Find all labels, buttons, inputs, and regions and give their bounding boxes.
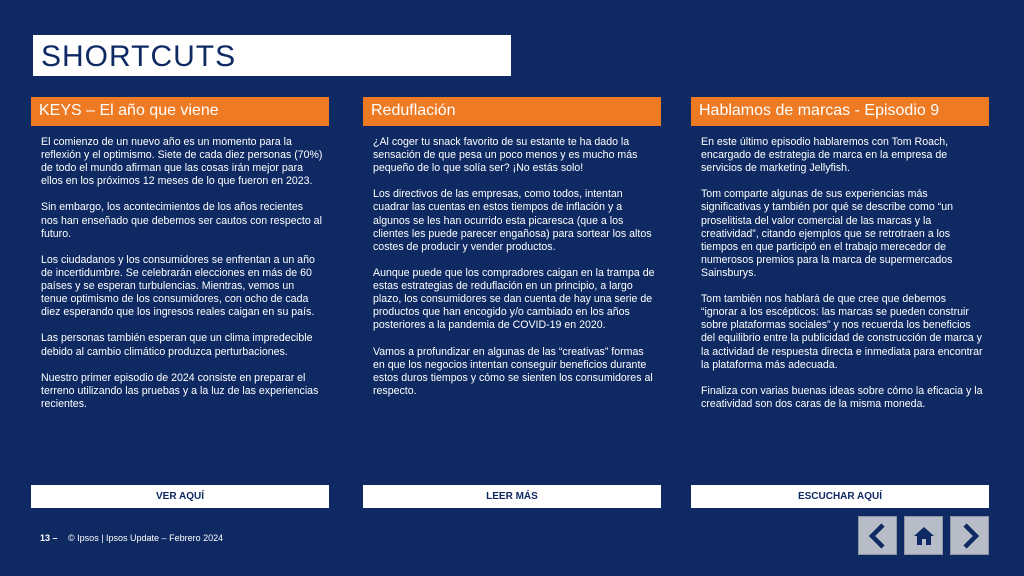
column-body bbox=[691, 126, 989, 485]
column-reduflacion bbox=[363, 97, 661, 502]
escuchar-aqui-button[interactable]: ESCUCHAR AQUÍ bbox=[691, 485, 989, 508]
column-body bbox=[31, 126, 329, 485]
next-button[interactable] bbox=[950, 516, 989, 555]
chevron-right-icon bbox=[959, 523, 981, 549]
column-body bbox=[363, 126, 661, 485]
paragraph: Sin embargo, los acontecimientos de los años recientes nos han enseñado que debemos ser cautos con respecto al futuro. bbox=[41, 201, 322, 240]
column-hablamos-de-marcas bbox=[691, 97, 989, 502]
home-icon bbox=[913, 526, 935, 546]
page-number: 13 – bbox=[40, 533, 58, 543]
footer-text: © Ipsos | Ipsos Update – Febrero 2024 bbox=[68, 533, 224, 543]
chevron-left-icon bbox=[867, 523, 889, 549]
paragraph: ¿Al coger tu snack favorito de su estante te ha dado la sensación de que pesa un poco menos y es mucho más pequeño de lo que solía ser? ¡No estás solo! bbox=[373, 136, 638, 175]
page-title: SHORTCUTS bbox=[33, 35, 511, 76]
paragraph: Los directivos de las empresas, como todos, intentan cuadrar las cuentas en estos tiempos de inflación y a algunos se les han ocurrido esta picaresca (que a los clientes les puede parecer engañosa) para sortear los altos costes de producir y vender productos. bbox=[373, 188, 652, 253]
column-keys bbox=[31, 97, 329, 502]
paragraph: Tom comparte algunas de sus experiencias más significativas y también por qué se describe como “un proselitista del valor comercial de las marcas y la creatividad”, citando ejemplos que se retrotraen a los tiempos en que participó en el trabajo merecedor de numerosos premios para la marca de supermercados Sainsburys. bbox=[701, 188, 954, 279]
paragraph: Las personas también esperan que un clima impredecible debido al cambio climático produzca perturbaciones. bbox=[41, 332, 313, 358]
previous-button[interactable] bbox=[858, 516, 897, 555]
paragraph: Aunque puede que los compradores caigan en la trampa de estas estrategias de reduflación en un principio, a largo plazo, los consumidores se dan cuenta de hay una serie de productos que han encogido y/o cambiado en los años posteriores a la pandemia de COVID-19 en 2020. bbox=[373, 266, 655, 332]
column-header: Hablamos de marcas - Episodio 9 bbox=[691, 97, 989, 126]
paragraph: Vamos a profundizar en algunas de las “creativas” formas en que los negocios intentan conseguir beneficios durante estos duros tiempos y cómo se sienten los consumidores al respecto. bbox=[373, 345, 653, 397]
paragraph: Tom también nos hablará de que cree que debemos “ignorar a los escépticos: las marcas se pueden construir sobre plataformas sociales” y nos recuerda los beneficios del equilibrio entre la publicidad de construcción de marca y la actividad de respuesta directa e inmediata para encontrar la plataforma más adecuada. bbox=[701, 293, 983, 371]
leer-mas-button[interactable]: LEER MÁS bbox=[363, 485, 661, 508]
column-header: Reduflación bbox=[363, 97, 661, 126]
ver-aqui-button[interactable]: VER AQUÍ bbox=[31, 485, 329, 508]
paragraph: Los ciudadanos y los consumidores se enfrentan a un año de incertidumbre. Se celebrarán elecciones en más de 60 países y se esperan turbulencias. Mientras, vemos un tenue optimismo de los consumidores, con ocho de cada diez esperando que los ingresos reales caigan en su país. bbox=[41, 253, 315, 319]
paragraph: En este último episodio hablaremos con Tom Roach, encargado de estrategia de marca en la empresa de servicios de marketing Jellyfish. bbox=[701, 136, 949, 175]
paragraph: Finaliza con varias buenas ideas sobre cómo la eficacia y la creatividad son dos caras de la misma moneda. bbox=[701, 384, 983, 410]
paragraph: Nuestro primer episodio de 2024 consiste en preparar el terreno utilizando las pruebas y a la luz de las experiencias recientes. bbox=[41, 371, 319, 410]
column-header: KEYS – El año que viene bbox=[31, 97, 329, 126]
footer bbox=[40, 533, 223, 543]
paragraph: El comienzo de un nuevo año es un momento para la reflexión y el optimismo. Siete de cada diez personas (70%) de todo el mundo afirman que las cosas irán mejor para ellos en los próximos 12 meses de lo que fueron en 2023. bbox=[41, 136, 323, 188]
home-button[interactable] bbox=[904, 516, 943, 555]
